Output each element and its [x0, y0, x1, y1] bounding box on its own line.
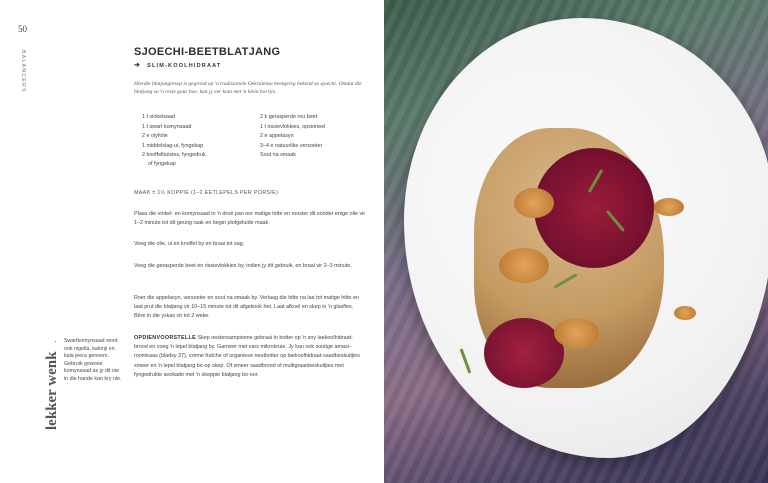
method-step: Roer die appelasyn, versoeter en sout na smaak by. Verlaag die hitte na lae tot matige hitte en laat prut die blatjang vir 10–15 minute tot dit afgekook het. Laat afkoel en skep in 'n glasfles. Bêre in die yskas vir tot 2 weke.: [134, 295, 359, 320]
ingredient-item: 3–4 e natuurlike versoeter: [260, 142, 323, 149]
serving-text: Skep oestersampioene gebraai in botter op 'n sny laekoolhidraat-brood en voeg 'n lepel blatjang by. Garneer met vars mikrokruie. Jy kan ook soutige amasi-roomkaas (bladsy 37), crème fraîche of organiese neutbotter op laekoolhidraat-saadbeskuitjies smeer en 'n lepel blatjang bo-op skep. Of smeer saadbrood of multigraanbeskuitjies met fyngedrukte avokado met 'n skeppie blatjang bo-oor.: [134, 335, 360, 378]
ingredient-item: 2 knoffelhuisies, fyngedruk: [142, 152, 206, 159]
beet-relish-lower: [484, 318, 564, 388]
serving-label: OPDIENVOORSTELLE: [134, 335, 197, 341]
mushroom: [499, 248, 549, 283]
ingredients-list: [142, 113, 372, 167]
mushroom: [674, 306, 696, 320]
method-step: Plaas die vinkel- en komynsaad in 'n droë pan oor matige hitte en rooster dit sonder enige olie vir 1–2 minute tot dit geurig raak en begin plofgeluide maak.: [134, 211, 366, 227]
ingredient-item: 1 t vinkelsaad: [142, 114, 175, 120]
method-step: Voeg die gerasperde beet en rissievlokkies by, indien jy dit gebruik, en braai vir 2–3 minute.: [134, 263, 352, 269]
herb-sprig: [460, 348, 472, 373]
tip-title: lekker wenk: [44, 351, 60, 430]
section-label: BALANCERS: [20, 50, 26, 93]
food-photo: [384, 0, 768, 483]
recipe-intro: Hierdie blatjangresep is gegrond op 'n tradisionele Oekraïense beetgereg bekend as sjoechi. Omdat die blatjang so 'n resie gour hoe, kan jy eer kom met 'n klein borrjie.: [134, 81, 362, 95]
tip-box: [56, 338, 124, 384]
mushroom: [514, 188, 554, 218]
ingredient-item: 1 t swart komynsaad: [142, 123, 192, 130]
ingredient-item: 2 e appelasyn: [260, 133, 294, 140]
recipe-subtitle: [134, 61, 221, 69]
arrow-right-icon: ➔: [134, 62, 142, 69]
recipe-subtitle-text: SLIM-KOOLHIDRAAT: [147, 63, 222, 69]
ingredients-column-right: [260, 113, 372, 167]
mushroom: [654, 198, 684, 216]
ingredient-item: 1 t rissievlokkies, opsioneel: [260, 123, 326, 130]
ingredient-item: 2 e olyfolie: [142, 133, 168, 140]
ingredient-item: of fyngekap: [148, 160, 176, 167]
method-step: Voeg die olie, ui en knoffel by en braai tot sag.: [134, 241, 245, 247]
mushroom: [554, 318, 599, 348]
tip-text: • Swartkomynsaad word ook nigella, kalonji en kala jeera genoem. Gebruik gewone komynsaad as jy dit nie in die hande kan kry nie.: [64, 338, 124, 384]
ingredient-item: Sout na smaak: [260, 152, 296, 159]
recipe-title: SJOECHI-BEETBLATJANG: [134, 46, 281, 58]
ingredient-item: 2 k gerasperde rou beet: [260, 114, 318, 120]
ingredient-item: 1 middelslag-ui, fyngekap: [142, 142, 204, 149]
page-number: 50: [18, 24, 27, 34]
ingredients-column-left: [142, 113, 254, 167]
recipe-yield: MAAK ± 1½ KOPPIE (1–2 EETLEPELS PER PORSIE): [134, 190, 279, 196]
serving-suggestions: [134, 334, 366, 380]
